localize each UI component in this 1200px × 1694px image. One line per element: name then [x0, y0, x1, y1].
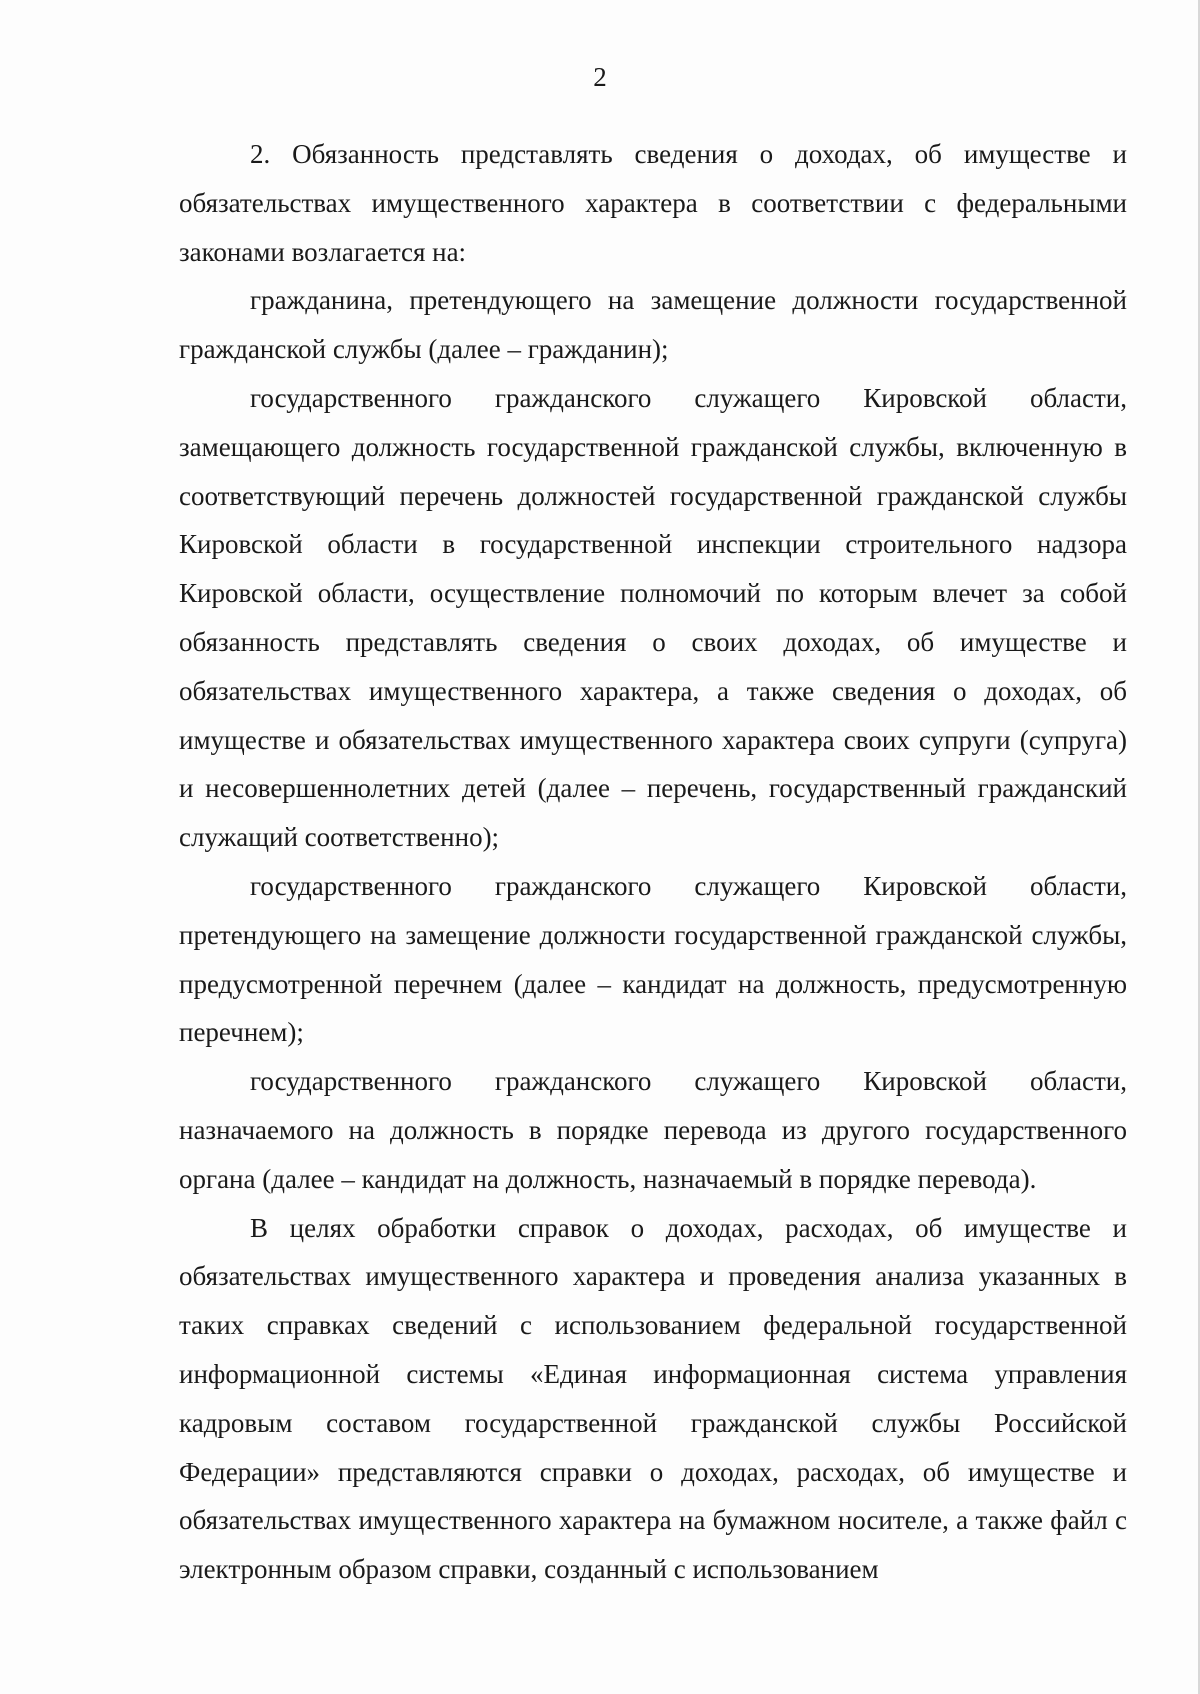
paragraph-processing: В целях обработки справок о доходах, расходах, об имуществе и обязательствах имущественного характера и проведения анализа указанных в таких справках сведений с использованием федеральной государственной информационной системы «Единая информационная система управления кадровым составом государственной гражданской службы Российской Федерации» представляются справки о доходах, расходах, об имуществе и обязательствах имущественного характера на бумажном носителе, а также файл с электронным образом справки, созданный с использованием	[179, 1212, 1127, 1585]
paragraph-civil-servant: государственного гражданского служащего Кировской области, замещающего должность государственной гражданской службы, включенную в соответствующий перечень должностей государственной гражданской службы Кировской области в государственной инспекции строительного надзора Кировской области, осуществление полномочий по которым влечет за собой обязанность представлять сведения о своих доходах, об имуществе и обязательствах имущественного характера, а также сведения о доходах, об имуществе и обязательствах имущественного характера своих супруги (супруга) и несовершеннолетних детей (далее – перечень, государственный гражданский служащий соответственно);	[179, 382, 1127, 853]
paragraph-candidate-transfer: государственного гражданского служащего Кировской области, назначаемого на должность в порядке перевода из другого государственного органа (далее – кандидат на должность, назначаемый в порядке перевода).	[179, 1066, 1127, 1194]
paragraph-citizen: гражданина, претендующего на замещение должности государственной гражданской службы (далее – гражданин);	[179, 285, 1127, 365]
paragraph-obligation: 2. Обязанность представлять сведения о доходах, об имуществе и обязательствах имущественного характера в соответствии с федеральными законами возлагается на:	[179, 139, 1127, 267]
page-number: 2	[593, 62, 607, 92]
paragraph-candidate-list: государственного гражданского служащего Кировской области, претендующего на замещение должности государственной гражданской службы, предусмотренной перечнем (далее – кандидат на должность, предусмотренную перечнем);	[179, 870, 1127, 1048]
document-body	[179, 130, 1127, 1594]
